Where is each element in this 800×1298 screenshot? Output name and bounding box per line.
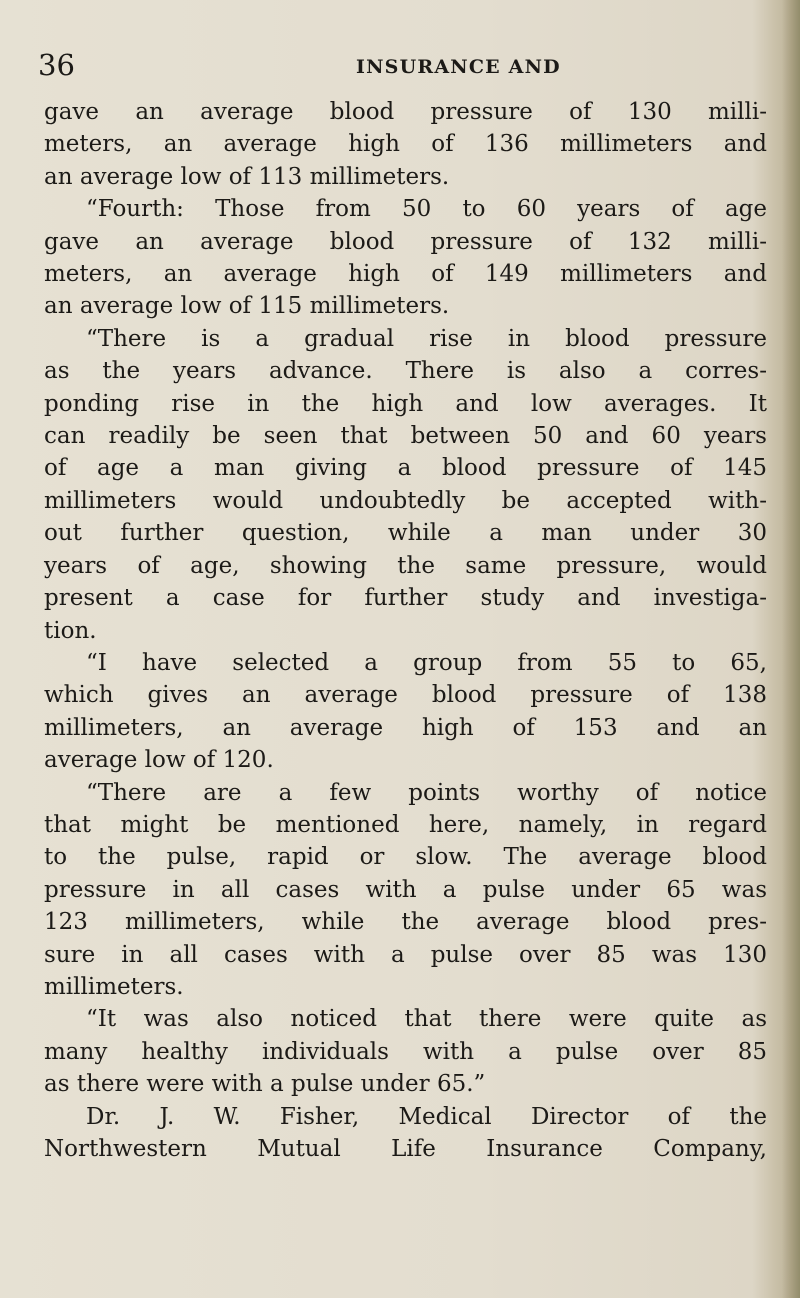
text-line: ponding rise in the high and low averages. It: [44, 390, 767, 417]
text-line: tion.: [44, 617, 97, 644]
text-line: “Fourth: Those from 50 to 60 years of age: [86, 196, 767, 223]
text-line: many healthy individuals with a pulse over 85: [44, 1038, 767, 1065]
text-line: an average low of 113 millimeters.: [44, 163, 450, 190]
text-line: to the pulse, rapid or slow. The average blood: [44, 844, 767, 871]
text-line: sure in all cases with a pulse over 85 was 130: [44, 941, 767, 968]
text-line: Dr. J. W. Fisher, Medical Director of the: [86, 1103, 767, 1130]
text-line: can readily be seen that between 50 and 60 years: [44, 423, 767, 450]
text-line: gave an average blood pressure of 130 milli-: [44, 99, 767, 125]
text-line: Northwestern Mutual Life Insurance Company,: [44, 1136, 767, 1162]
text-line: as the years advance. There is also a corres-: [44, 358, 767, 385]
text-line: of age a man giving a blood pressure of 145: [44, 455, 767, 482]
text-line: which gives an average blood pressure of 138: [44, 682, 767, 709]
text-line: pressure in all cases with a pulse under 65 was: [44, 876, 767, 903]
text-line: millimeters.: [44, 973, 184, 1000]
text-line: as there were with a pulse under 65.”: [44, 1071, 486, 1098]
page-header: [0, 48, 800, 82]
text-line: “It was also noticed that there were quite as: [86, 1006, 767, 1033]
text-line: “There are a few points worthy of notice: [86, 779, 767, 806]
body-text: [44, 96, 767, 1165]
text-line: “There is a gradual rise in blood pressure: [86, 325, 767, 352]
text-line: meters, an average high of 136 millimeters and: [44, 131, 767, 158]
text-line: gave an average blood pressure of 132 milli-: [44, 228, 767, 255]
text-line: average low of 120.: [44, 747, 274, 774]
text-line: meters, an average high of 149 millimeters and: [44, 261, 767, 288]
page-edge-shadow: [782, 0, 800, 1298]
text-line: out further question, while a man under 30: [44, 520, 767, 547]
running-head: INSURANCE AND: [356, 56, 561, 78]
text-line: years of age, showing the same pressure, would: [44, 552, 767, 579]
text-line: an average low of 115 millimeters.: [44, 293, 450, 320]
text-line: 123 millimeters, while the average blood pres-: [44, 909, 767, 936]
text-line: millimeters, an average high of 153 and an: [44, 714, 767, 741]
text-line: that might be mentioned here, namely, in regard: [44, 811, 767, 838]
page-number: 36: [38, 48, 75, 82]
text-line: present a case for further study and investiga-: [44, 585, 767, 612]
text-line: millimeters would undoubtedly be accepted with-: [44, 487, 767, 514]
text-line: “I have selected a group from 55 to 65,: [86, 649, 767, 676]
